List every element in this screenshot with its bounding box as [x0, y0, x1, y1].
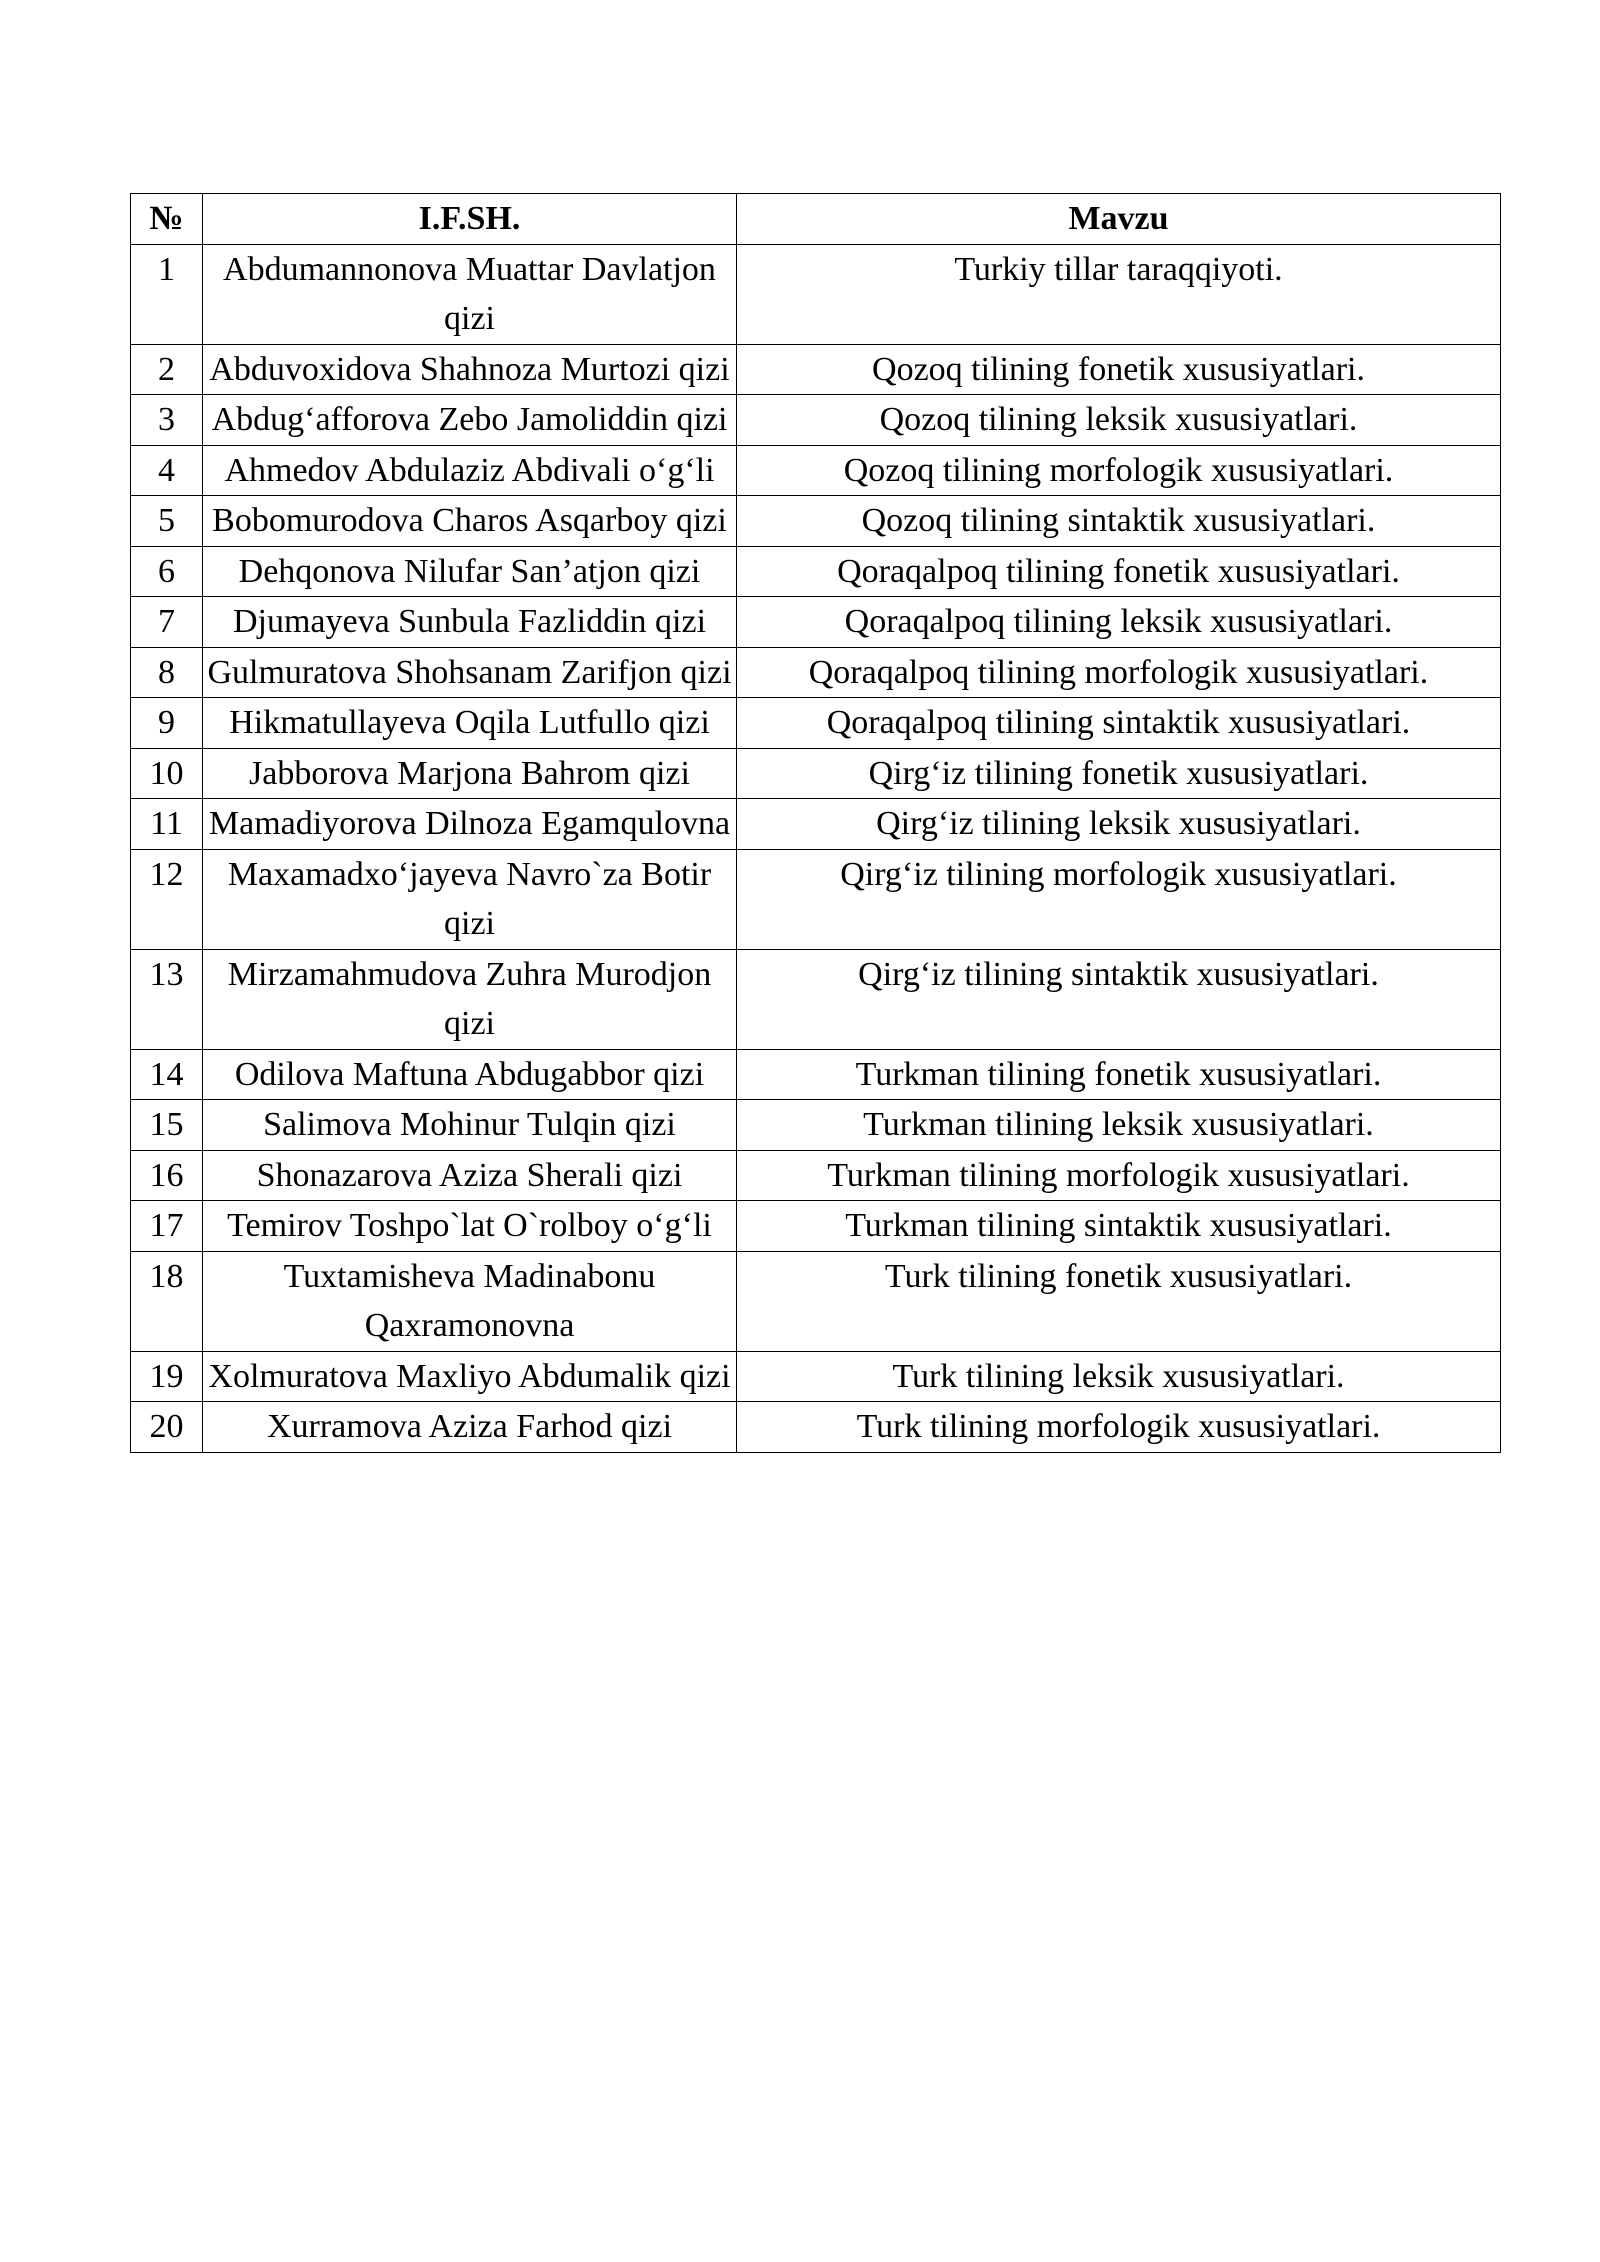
student-name: Temirov Toshpo`lat O`rolboy o‘g‘li	[203, 1201, 737, 1252]
table-body	[131, 244, 1501, 1452]
table-row	[131, 799, 1501, 850]
row-number: 8	[131, 647, 203, 698]
row-number: 5	[131, 496, 203, 547]
student-name: Djumayeva Sunbula Fazliddin qizi	[203, 597, 737, 648]
table-row	[131, 546, 1501, 597]
row-number: 12	[131, 849, 203, 949]
row-number: 13	[131, 949, 203, 1049]
table-row	[131, 1049, 1501, 1100]
topic-title: Turkman tilining leksik xususiyatlari.	[737, 1100, 1501, 1151]
row-number: 14	[131, 1049, 203, 1100]
row-number: 6	[131, 546, 203, 597]
table-row	[131, 1201, 1501, 1252]
row-number: 17	[131, 1201, 203, 1252]
student-name: Dehqonova Nilufar San’atjon qizi	[203, 546, 737, 597]
topic-title: Turkman tilining morfologik xususiyatlari.	[737, 1150, 1501, 1201]
table-row	[131, 748, 1501, 799]
topic-title: Qoraqalpoq tilining morfologik xususiyatlari.	[737, 647, 1501, 698]
student-name: Abdumannonova Muattar Davlatjon qizi	[203, 244, 737, 344]
table-row	[131, 647, 1501, 698]
table-row	[131, 344, 1501, 395]
student-name: Ahmedov Abdulaziz Abdivali o‘g‘li	[203, 445, 737, 496]
header-topic: Mavzu	[737, 194, 1501, 245]
student-name: Mirzamahmudova Zuhra Murodjon qizi	[203, 949, 737, 1049]
table-row	[131, 698, 1501, 749]
row-number: 7	[131, 597, 203, 648]
table-row	[131, 597, 1501, 648]
row-number: 15	[131, 1100, 203, 1151]
table-row	[131, 1251, 1501, 1351]
topic-title: Qoraqalpoq tilining leksik xususiyatlari.	[737, 597, 1501, 648]
header-name: I.F.SH.	[203, 194, 737, 245]
topic-title: Turk tilining leksik xususiyatlari.	[737, 1351, 1501, 1402]
student-name: Jabborova Marjona Bahrom qizi	[203, 748, 737, 799]
table-row	[131, 849, 1501, 949]
topic-title: Qozoq tilining morfologik xususiyatlari.	[737, 445, 1501, 496]
table-row	[131, 1100, 1501, 1151]
student-name: Abdug‘afforova Zebo Jamoliddin qizi	[203, 395, 737, 446]
topics-table	[130, 193, 1501, 1453]
table-row	[131, 1351, 1501, 1402]
row-number: 16	[131, 1150, 203, 1201]
topic-title: Turkiy tillar taraqqiyoti.	[737, 244, 1501, 344]
student-name: Odilova Maftuna Abdugabbor qizi	[203, 1049, 737, 1100]
row-number: 1	[131, 244, 203, 344]
topic-title: Qoraqalpoq tilining fonetik xususiyatlari.	[737, 546, 1501, 597]
topic-title: Qirg‘iz tilining morfologik xususiyatlari.	[737, 849, 1501, 949]
table-row	[131, 244, 1501, 344]
student-name: Maxamadxo‘jayeva Navro`za Botir qizi	[203, 849, 737, 949]
topic-title: Turkman tilining fonetik xususiyatlari.	[737, 1049, 1501, 1100]
row-number: 11	[131, 799, 203, 850]
student-name: Shonazarova Aziza Sherali qizi	[203, 1150, 737, 1201]
student-name: Gulmuratova Shohsanam Zarifjon qizi	[203, 647, 737, 698]
student-name: Xurramova Aziza Farhod qizi	[203, 1402, 737, 1453]
topic-title: Qozoq tilining sintaktik xususiyatlari.	[737, 496, 1501, 547]
topic-title: Turk tilining morfologik xususiyatlari.	[737, 1402, 1501, 1453]
table-row	[131, 949, 1501, 1049]
header-row	[131, 194, 1501, 245]
table-header	[131, 194, 1501, 245]
row-number: 20	[131, 1402, 203, 1453]
table-row	[131, 1150, 1501, 1201]
row-number: 18	[131, 1251, 203, 1351]
topic-title: Qirg‘iz tilining fonetik xususiyatlari.	[737, 748, 1501, 799]
row-number: 19	[131, 1351, 203, 1402]
row-number: 4	[131, 445, 203, 496]
student-name: Bobomurodova Charos Asqarboy qizi	[203, 496, 737, 547]
table-row	[131, 445, 1501, 496]
topic-title: Qozoq tilining fonetik xususiyatlari.	[737, 344, 1501, 395]
row-number: 9	[131, 698, 203, 749]
row-number: 10	[131, 748, 203, 799]
student-name: Salimova Mohinur Tulqin qizi	[203, 1100, 737, 1151]
student-name: Xolmuratova Maxliyo Abdumalik qizi	[203, 1351, 737, 1402]
row-number: 3	[131, 395, 203, 446]
topic-title: Turkman tilining sintaktik xususiyatlari.	[737, 1201, 1501, 1252]
table-row	[131, 395, 1501, 446]
row-number: 2	[131, 344, 203, 395]
topic-title: Qozoq tilining leksik xususiyatlari.	[737, 395, 1501, 446]
topic-title: Qirg‘iz tilining sintaktik xususiyatlari.	[737, 949, 1501, 1049]
student-name: Abduvoxidova Shahnoza Murtozi qizi	[203, 344, 737, 395]
student-name: Hikmatullayeva Oqila Lutfullo qizi	[203, 698, 737, 749]
header-number: №	[131, 194, 203, 245]
student-name: Mamadiyorova Dilnoza Egamqulovna	[203, 799, 737, 850]
table-row	[131, 496, 1501, 547]
topic-title: Qoraqalpoq tilining sintaktik xususiyatlari.	[737, 698, 1501, 749]
topic-title: Turk tilining fonetik xususiyatlari.	[737, 1251, 1501, 1351]
topic-title: Qirg‘iz tilining leksik xususiyatlari.	[737, 799, 1501, 850]
student-name: Tuxtamisheva Madinabonu Qaxramonovna	[203, 1251, 737, 1351]
table-row	[131, 1402, 1501, 1453]
